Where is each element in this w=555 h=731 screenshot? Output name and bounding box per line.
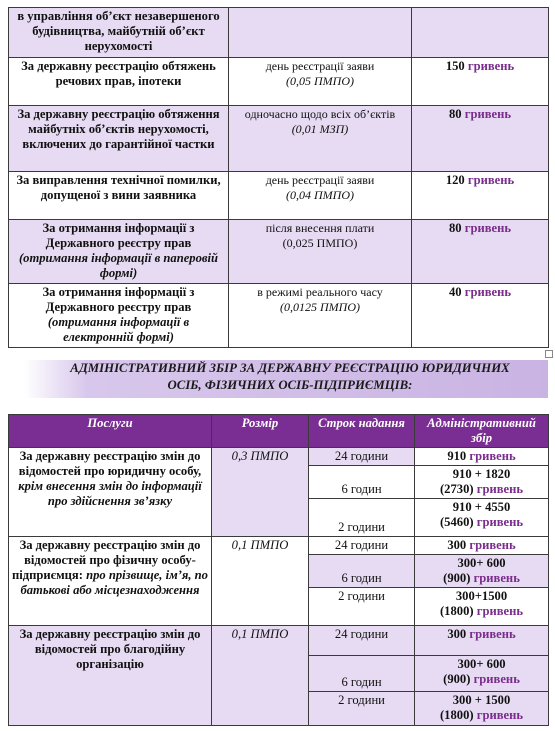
service-cell: За державну реєстрацію змін до відомостей про юридичну особу, крім внесення змін до інформації про здійснення зв’язку: [9, 448, 212, 537]
section-heading: АДМІНІСТРАТИВНИЙ ЗБІР ЗА ДЕРЖАВНУ РЕЄСТРАЦІЮ ЮРИДИЧНИХ ОСІБ, ФІЗИЧНИХ ОСІБ-ПІДПРИЄМЦІВ:: [70, 361, 510, 392]
resize-handle[interactable]: [545, 350, 553, 358]
term-cell: день реєстрації заяви (0,04 ПМПО): [229, 172, 412, 220]
fee-cell: 80 гривень: [412, 220, 549, 284]
table-row: [9, 58, 549, 106]
term-cell: 24 години: [309, 448, 415, 466]
term-cell: 6 годин: [309, 555, 415, 588]
fee-cell: 300 гривень: [415, 537, 549, 555]
table-header-row: [9, 415, 549, 448]
fees-table-legal-entities: [8, 414, 549, 726]
service-cell: в управління об’єкт незавершеного будівництва, майбутній об’єкт нерухомості: [9, 8, 229, 58]
fee-cell: 300 + 1500 (1800) гривень: [415, 692, 549, 726]
fee-cell: [412, 8, 549, 58]
service-cell: За державну реєстрацію змін до відомостей про благодійну організацію: [9, 626, 212, 726]
term-cell: одночасно щодо всіх об’єктів (0,01 МЗП): [229, 106, 412, 172]
column-header: Розмір: [212, 415, 309, 448]
table-row: [9, 284, 549, 348]
term-cell: 24 години: [309, 626, 415, 656]
table-row: [9, 220, 549, 284]
term-cell: 2 години: [309, 588, 415, 626]
term-cell: 6 годин: [309, 656, 415, 692]
table-row: [9, 8, 549, 58]
table-row: [9, 172, 549, 220]
fee-cell: 300+1500 (1800) гривень: [415, 588, 549, 626]
term-cell: 2 години: [309, 499, 415, 537]
size-cell: 0,1 ПМПО: [212, 537, 309, 626]
fee-cell: 80 гривень: [412, 106, 549, 172]
column-header: Адміністративний збір: [415, 415, 549, 448]
fee-cell: 120 гривень: [412, 172, 549, 220]
fees-table-registry: [8, 7, 549, 348]
term-cell: після внесення плати (0,025 ПМПО): [229, 220, 412, 284]
term-cell: 24 години: [309, 537, 415, 555]
term-cell: 6 годин: [309, 466, 415, 499]
size-cell: 0,1 ПМПО: [212, 626, 309, 726]
fee-cell: 910 гривень: [415, 448, 549, 466]
table-row: [9, 626, 549, 656]
term-cell: день реєстрації заяви (0,05 ПМПО): [229, 58, 412, 106]
table-row: [9, 537, 549, 555]
table-row: [9, 106, 549, 172]
term-cell: [229, 8, 412, 58]
table-row: [9, 448, 549, 466]
fee-cell: 910 + 1820 (2730) гривень: [415, 466, 549, 499]
fee-cell: 300+ 600 (900) гривень: [415, 656, 549, 692]
fee-cell: 910 + 4550 (5460) гривень: [415, 499, 549, 537]
service-cell: За отримання інформації з Державного реєстру прав (отримання інформації в паперовій формі): [9, 220, 229, 284]
fee-cell: 300+ 600 (900) гривень: [415, 555, 549, 588]
term-cell: в режимі реального часу (0,0125 ПМПО): [229, 284, 412, 348]
service-cell: За державну реєстрацію обтяження майбутніх об’єктів нерухомості, включених до гарантійної частки: [9, 106, 229, 172]
service-cell: За державну реєстрацію обтяжень речових прав, іпотеки: [9, 58, 229, 106]
service-cell: За виправлення технічної помилки, допущеної з вини заявника: [9, 172, 229, 220]
fee-cell: 300 гривень: [415, 626, 549, 656]
service-cell: За державну реєстрацію змін до відомостей про фізичну особу-підприємця: про прізвище, ім’я, по батькові або місцезнаходження: [9, 537, 212, 626]
column-header: Строк надання: [309, 415, 415, 448]
fee-cell: 40 гривень: [412, 284, 549, 348]
size-cell: 0,3 ПМПО: [212, 448, 309, 537]
term-cell: 2 години: [309, 692, 415, 726]
fee-cell: 150 гривень: [412, 58, 549, 106]
column-header: Послуги: [9, 415, 212, 448]
service-cell: За отримання інформації з Державного реєстру прав (отримання інформації в електронній формі): [9, 284, 229, 348]
